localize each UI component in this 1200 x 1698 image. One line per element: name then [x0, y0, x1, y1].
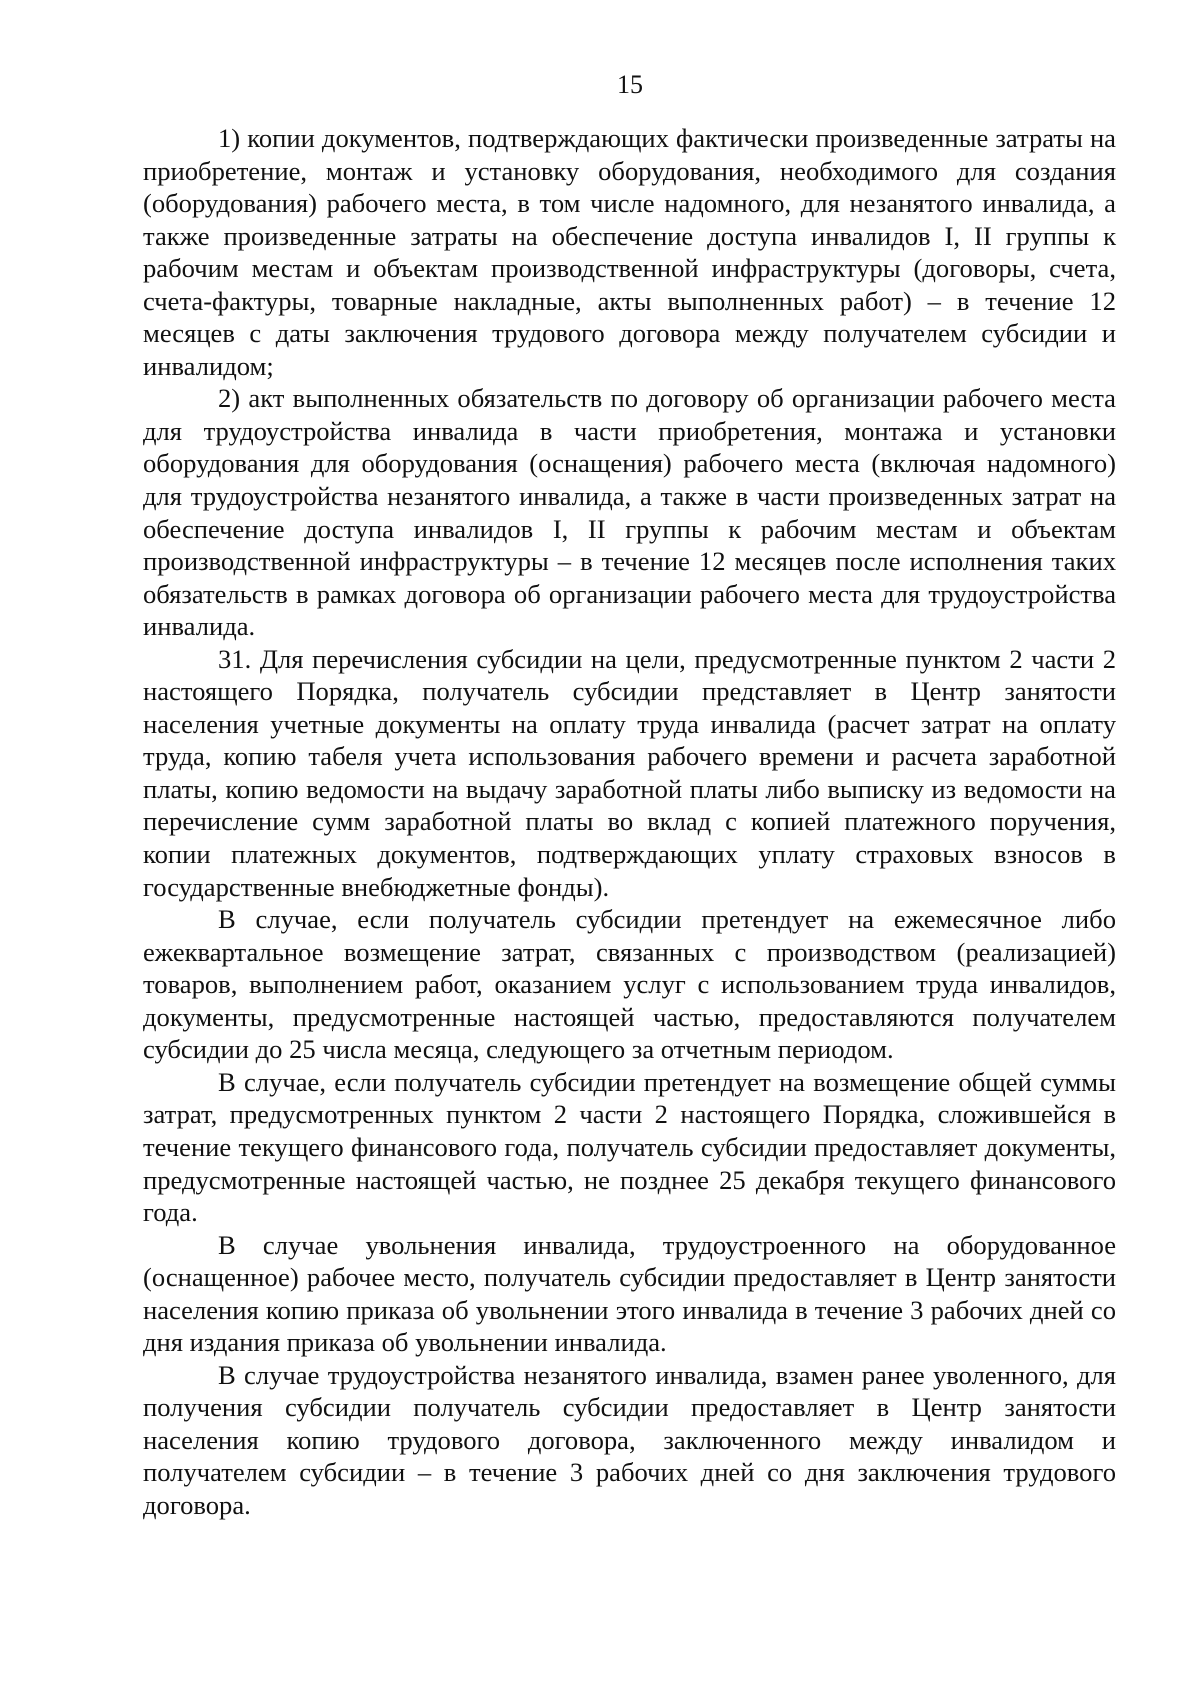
paragraph-replacement-hire: В случае трудоустройства незанятого инвалида, взамен ранее уволенного, для получения субсидии получатель субсидии предоставляет в Центр занятости населения копию трудового договора, заключенного между инвалидом и получателем субсидии – в течение 3 рабочих дней со дня заключения трудового договора. [143, 1359, 1116, 1520]
document-body [143, 122, 1116, 1522]
page-number: 15 [617, 70, 643, 99]
paragraph-monthly-reimbursement: В случае, если получатель субсидии претендует на ежемесячное либо ежеквартальное возмещение затрат, связанных с производством (реализацией) товаров, выполнением работ, оказанием услуг с использованием труда инвалидов, документы, предусмотренные настоящей частью, предоставляются получателем субсидии до 25 числа месяца, следующего за отчетным периодом. [143, 904, 1116, 1065]
paragraph-section-31: 31. Для перечисления субсидии на цели, предусмотренные пунктом 2 части 2 настоящего Порядка, получатель субсидии представляет в Центр занятости населения учетные документы на оплату труда инвалида (расчет затрат на оплату труда, копию табеля учета использования рабочего времени и расчета заработной платы, копию ведомости на выдачу заработной платы либо выписку из ведомости на перечисление сумм заработной платы во вклад с копией платежного поручения, копии платежных документов, подтверждающих уплату страховых взносов в государственные внебюджетные фонды). [143, 643, 1116, 902]
paragraph-item-1: 1) копии документов, подтверждающих фактически произведенные затраты на приобретение, монтаж и установку оборудования, необходимого для создания (оборудования) рабочего места, в том числе надомного, для незанятого инвалида, а также произведенные затраты на обеспечение доступа инвалидов I, II группы к рабочим местам и объектам производственной инфраструктуры (договоры, счета, счета-фактуры, товарные накладные, акты выполненных работ) – в течение 12 месяцев с даты заключения трудового договора между получателем субсидии и инвалидом; [143, 123, 1116, 381]
paragraph-total-reimbursement: В случае, если получатель субсидии претендует на возмещение общей суммы затрат, предусмотренных пунктом 2 части 2 настоящего Порядка, сложившейся в течение текущего финансового года, получатель субсидии предоставляет документы, предусмотренные настоящей частью, не позднее 25 декабря текущего финансового года. [143, 1066, 1116, 1228]
paragraph-item-2: 2) акт выполненных обязательств по договору об организации рабочего места для трудоустройства инвалида в части приобретения, монтажа и установки оборудования для оборудования (оснащения) рабочего места (включая надомного) для трудоустройства незанятого инвалида, а также в части произведенных затрат на обеспечение доступа инвалидов I, II группы к рабочим местам и объектам производственной инфраструктуры – в течение 12 месяцев после исполнения таких обязательств в рамках договора об организации рабочего места для трудоустройства инвалида. [143, 383, 1116, 642]
paragraph-dismissal: В случае увольнения инвалида, трудоустроенного на оборудованное (оснащенное) рабочее место, получатель субсидии предоставляет в Центр занятости населения копию приказа об увольнении этого инвалида в течение 3 рабочих дней со дня издания приказа об увольнении инвалида. [143, 1229, 1116, 1358]
